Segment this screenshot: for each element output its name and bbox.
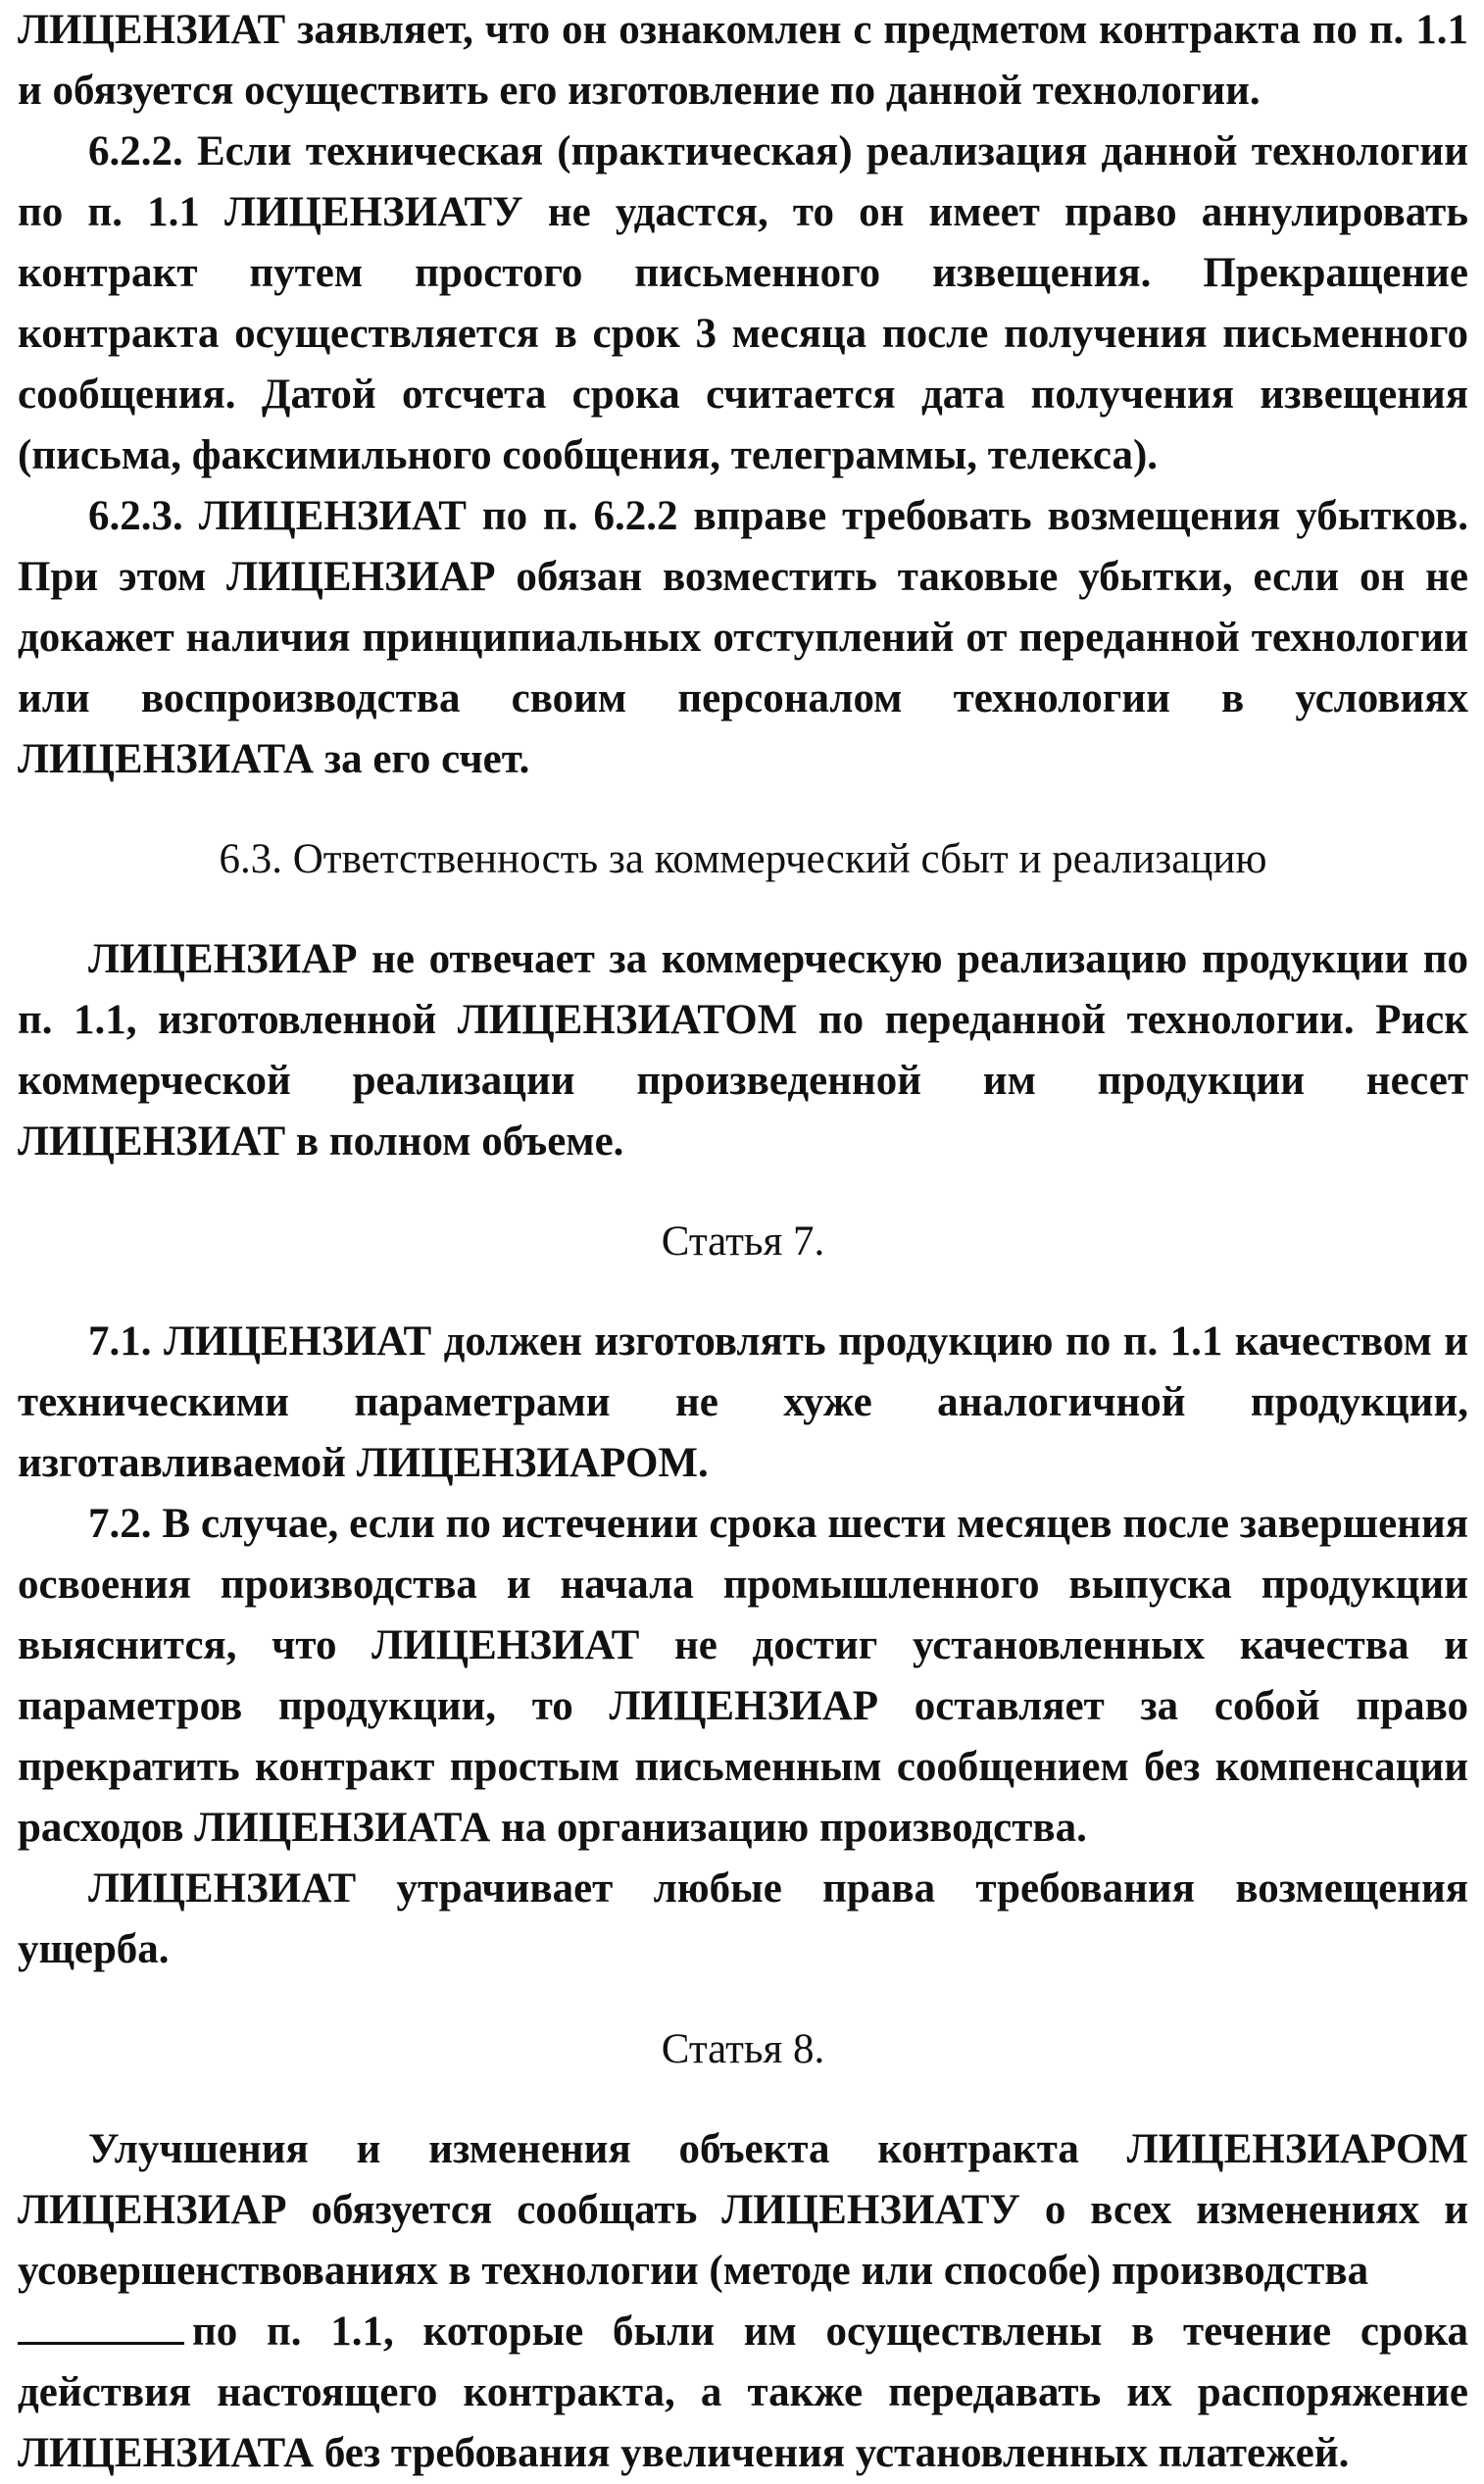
- spacer: [18, 890, 1468, 929]
- heading-6-3: 6.3. Ответственность за коммерческий сбыт и реализацию: [219, 836, 1267, 882]
- paragraph-8-second: [18, 2302, 1468, 2484]
- paragraph-8-second-text: по п. 1.1, которые были им осуществлены в течение срока действия настоящего контракта, а также передавать их распоряжение ЛИЦЕНЗИАТА без требования увеличения установленных платежей.: [18, 2309, 1468, 2476]
- paragraph-6-2-3: 6.2.3. ЛИЦЕНЗИАТ по п. 6.2.2 вправе требовать возмещения убытков. При этом ЛИЦЕНЗИАР обязан возместить таковые убытки, если он не докажет наличия принципиальных отступлений от переданной технологии или воспроизводства своим персоналом технологии в условиях ЛИЦЕНЗИАТА за его счет.: [18, 493, 1468, 782]
- paragraph-6-2-2: 6.2.2. Если техническая (практическая) реализация данной технологии по п. 1.1 ЛИЦЕНЗИАТУ не удастся, то он имеет право аннулировать контракт путем простого письменного извещения. Прекращение контракта осуществляется в срок 3 месяца после получения письменного сообщения. Датой отсчета срока считается дата получения извещения (письма, факсимильного сообщения, телеграммы, телекса).: [18, 128, 1468, 478]
- spacer: [18, 2080, 1468, 2119]
- heading-article-8: Статья 8.: [661, 2026, 825, 2072]
- paragraph-6-3: ЛИЦЕНЗИАР не отвечает за коммерческую реализацию продукции по п. 1.1, изготовленной ЛИЦЕНЗИАТОМ по переданной технологии. Риск коммерческой реализации произведенной им продукции несет ЛИЦЕНЗИАТ в полном объеме.: [18, 936, 1468, 1165]
- spacer: [18, 1172, 1468, 1212]
- spacer: [18, 1272, 1468, 1312]
- spacer: [18, 1980, 1468, 2019]
- spacer: [18, 790, 1468, 829]
- paragraph-intro: ЛИЦЕНЗИАТ заявляет, что он ознакомлен с предметом контракта по п. 1.1 и обязуется осуществить его изготовление по данной технологии.: [18, 7, 1468, 114]
- paragraph-7-2: 7.2. В случае, если по истечении срока шести месяцев после завершения освоения производства и начала промышленного выпуска продукции выяснится, что ЛИЦЕНЗИАТ не достиг установленных качества и параметров продукции, то ЛИЦЕНЗИАР оставляет за собой право прекратить контракт простым письменным сообщением без компенсации расходов ЛИЦЕНЗИАТА на организацию производства.: [18, 1501, 1468, 1851]
- paragraph-8-first: Улучшения и изменения объекта контракта ЛИЦЕНЗИАРОМ ЛИЦЕНЗИАР обязуется сообщать ЛИЦЕНЗИАТУ о всех изменениях и усовершенствованиях в технологии (методе или способе) производства: [18, 2126, 1468, 2294]
- paragraph-7-2-continued: ЛИЦЕНЗИАТ утрачивает любые права требования возмещения ущерба.: [18, 1865, 1468, 1972]
- heading-article-7: Статья 7.: [661, 1218, 825, 1265]
- paragraph-7-1: 7.1. ЛИЦЕНЗИАТ должен изготовлять продукцию по п. 1.1 качеством и техническими параметрами не хуже аналогичной продукции, изготавливаемой ЛИЦЕНЗИАРОМ.: [18, 1318, 1468, 1486]
- document-page: [18, 0, 1468, 2476]
- fill-in-blank-line: [18, 2303, 184, 2345]
